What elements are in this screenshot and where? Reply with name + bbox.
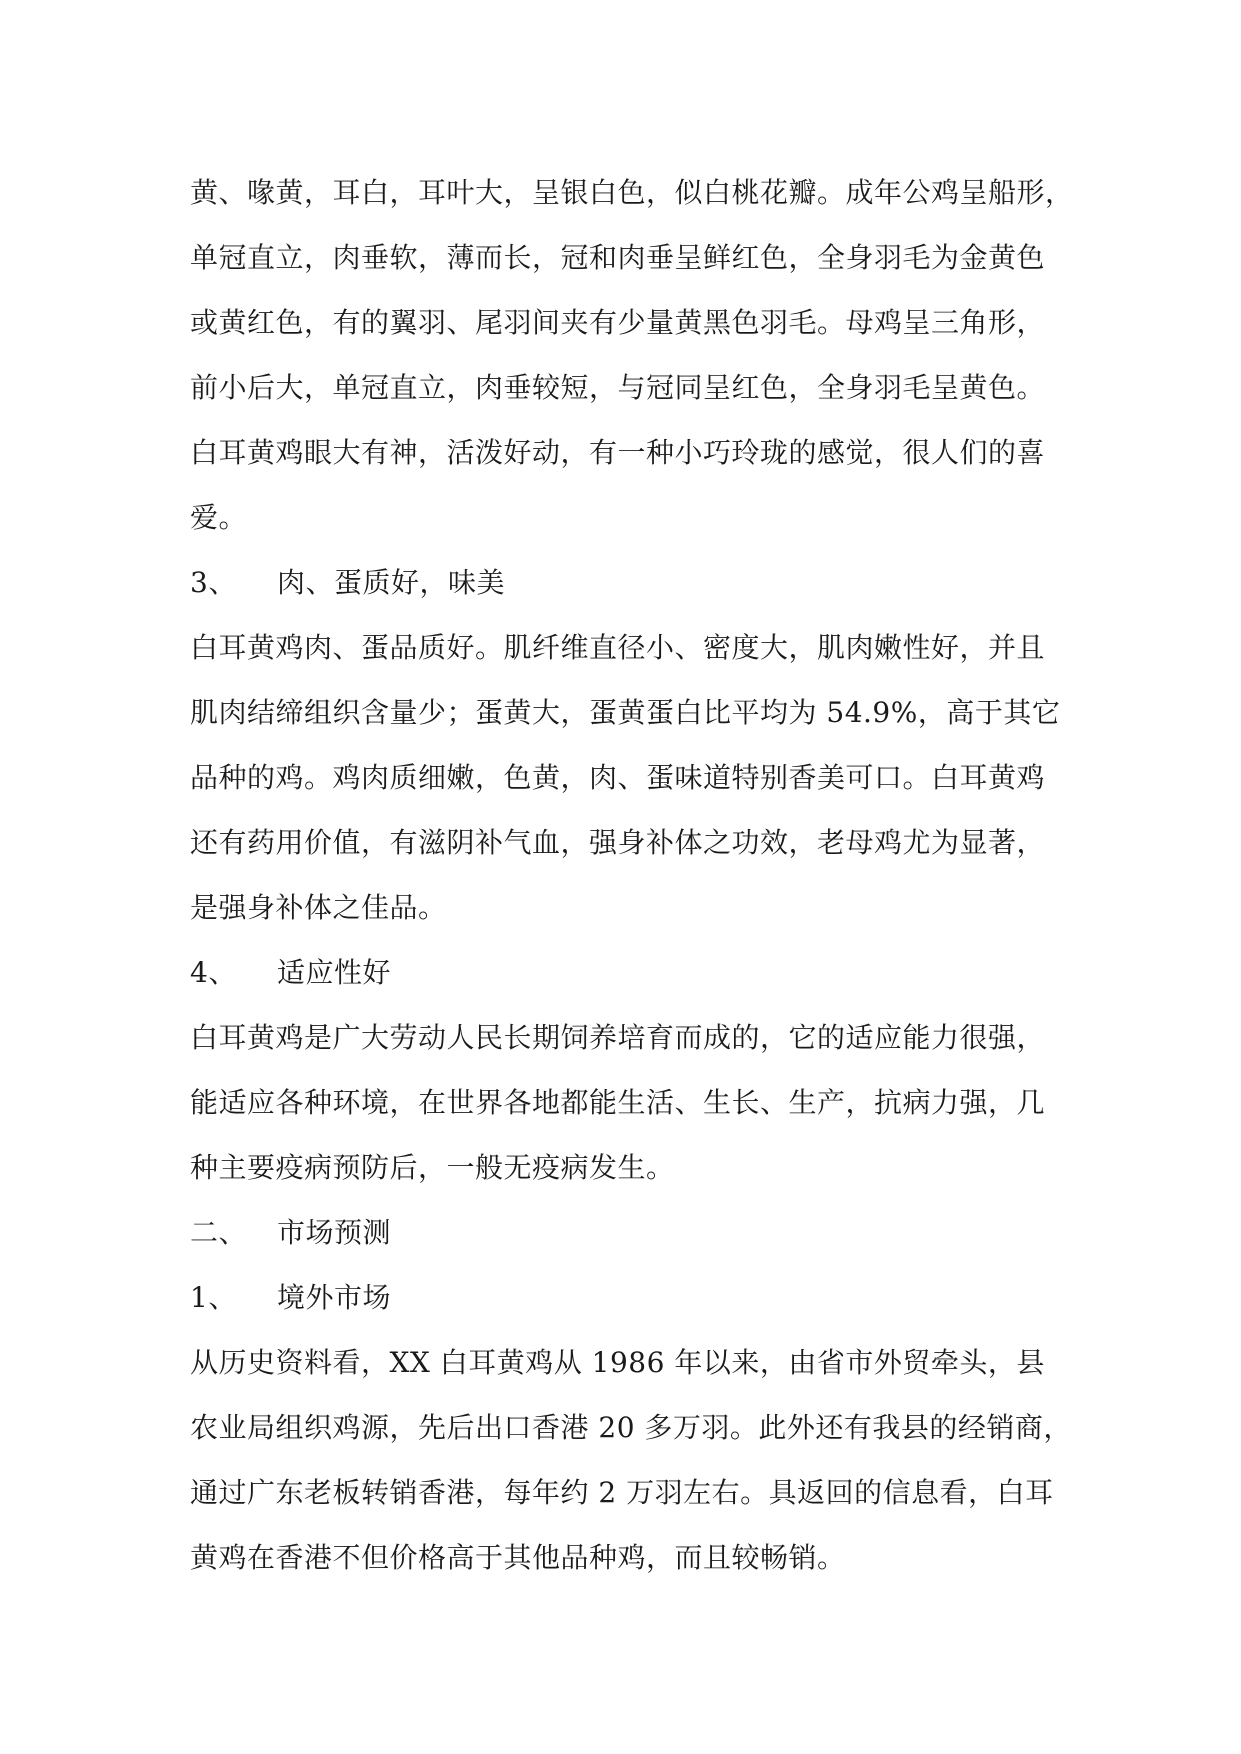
body-line: 通过广东老板转销香港，每年约 2 万羽左右。具返回的信息看，白耳 [190,1476,1054,1509]
section-heading-overseas-market [190,1265,1060,1330]
section-heading-market-forecast [190,1200,1060,1265]
body-line: 白耳黄鸡是广大劳动人民长期饲养培育而成的，它的适应能力很强， [190,1021,1046,1054]
heading-number: 1、 [190,1281,237,1314]
body-line: 白耳黄鸡肉、蛋品质好。肌纤维直径小、密度大，肌肉嫩性好，并且 [190,631,1046,664]
body-line: 能适应各种环境，在世界各地都能生活、生长、生产，抗病力强，几 [190,1086,1046,1119]
body-line: 前小后大，单冠直立，肉垂较短，与冠同呈红色，全身羽毛呈黄色。 [190,371,1046,404]
heading-number: 二、 [190,1216,248,1249]
document-body [190,160,1074,1590]
body-line: 或黄红色，有的翼羽、尾羽间夹有少量黄黑色羽毛。母鸡呈三角形， [190,306,1046,339]
body-line: 黄、喙黄，耳白，耳叶大，呈银白色，似白桃花瓣。成年公鸡呈船形， [190,176,1074,209]
heading-number: 4、 [190,956,237,989]
heading-title: 肉、蛋质好，味美 [277,566,506,599]
body-line: 从历史资料看，XX 白耳黄鸡从 1986 年以来，由省市外贸牵头，县 [190,1346,1045,1379]
body-line: 白耳黄鸡眼大有神，活泼好动，有一种小巧玲珑的感觉，很人们的喜 [190,436,1046,469]
body-line: 是强身补体之佳品。 [190,891,447,924]
heading-title: 市场预测 [277,1216,392,1249]
body-line: 品种的鸡。鸡肉质细嫩，色黄，肉、蛋味道特别香美可口。白耳黄鸡 [190,761,1046,794]
heading-title: 适应性好 [277,956,392,989]
heading-number: 3、 [190,566,237,599]
heading-title: 境外市场 [277,1281,392,1314]
body-line: 单冠直立，肉垂软，薄而长，冠和肉垂呈鲜红色，全身羽毛为金黄色 [190,241,1046,274]
body-line: 爱。 [190,501,248,534]
section-heading-adaptability [190,940,1060,1005]
section-heading-meat-egg-quality [190,550,1060,615]
body-line: 还有药用价值，有滋阴补气血，强身补体之功效，老母鸡尤为显著， [190,826,1046,859]
body-line: 种主要疫病预防后，一般无疫病发生。 [190,1151,675,1184]
body-line: 黄鸡在香港不但价格高于其他品种鸡，而且较畅销。 [190,1541,846,1574]
body-line: 肌肉结缔组织含量少；蛋黄大，蛋黄蛋白比平均为 54.9%，高于其它 [190,696,1061,729]
body-line: 农业局组织鸡源，先后出口香港 20 多万羽。此外还有我县的经销商， [190,1411,1072,1444]
